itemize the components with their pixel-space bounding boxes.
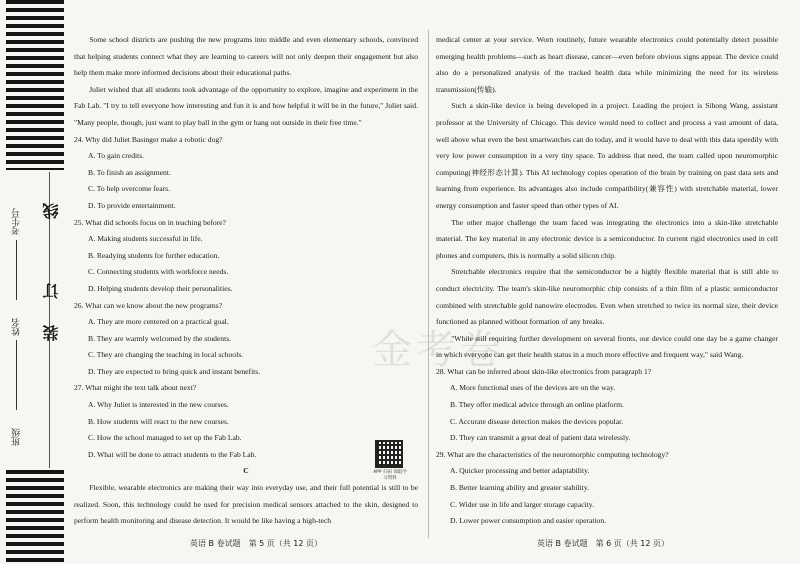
question-29: 29. What are the characteristics of the neuromorphic computing technology? [436,449,669,459]
option: C. How the school managed to set up the Fab Lab. [88,433,242,443]
binding-bars-bottom [6,470,64,564]
option: D. Helping students develop their personalities. [88,283,233,293]
binding-strip [0,0,70,564]
question-24: 24. Why did Juliet Basinger make a robotic dog? [74,134,223,144]
option: A. Quicker processing and better adaptability. [450,466,590,476]
class-label: 班级 [12,428,22,446]
option: A. They are more centered on a practical goal. [88,317,229,327]
option: D. To provide entertainment. [88,200,176,210]
passage-paragraph: Juliet wished that all students took advantage of the opportunity to explore, imagine and experiment in the Fab Lab. "I try to tell everyone how interesting and fun it is and how helpful it will be in the future," Juliet said. "Many people, though, just want to play ball in the gym or hang out outside in their free time." [74,84,418,127]
passage-paragraph: Some school districts are pushing the new programs into middle and even elementary schools, convinced that helping students connect what they are learning to careers will not only deepen their engagement but also help them make more informed decisions about their educational paths. [74,35,418,78]
question-25: 25. What did schools focus on in teaching before? [74,217,226,227]
option: A. More functional uses of the devices are on the way. [450,383,616,393]
option: D. They can transmit a great deal of patient data wirelessly. [450,433,631,443]
question-26: 26. What can we know about the new programs? [74,300,223,310]
qr-caption: APP 扫码 领取学习资料 [373,470,407,481]
page-footer-right: 英语 B 卷试题 第 6 页（共 12 页） [537,539,670,548]
exam-number-label: 考生号 [12,208,22,235]
column-divider [428,30,429,538]
seal-char-bind: 装 [42,325,61,341]
option: A. To gain credits. [88,151,145,161]
option: D. Lower power consumption and easier operation. [450,516,607,526]
section-heading: C [243,466,249,476]
left-column [74,32,418,530]
passage-paragraph: medical center at your service. Worn routinely, future wearable electronics could potentially detect possible emerging health problems—such as heart disease, cancer—even before obvious signs appear. The device could also do a personalized analysis of the tracked health data while minimizing the need for its wireless transmission(传输). [436,35,778,94]
option: D. They are expected to bring quick and instant benefits. [88,366,261,376]
option: A. Why Juliet is interested in the new courses. [88,400,229,410]
option: B. How students will react to the new courses. [88,416,229,426]
option: B. They offer medical advice through an online platform. [450,400,624,410]
option: B. To finish an assignment. [88,167,171,177]
option: C. They are changing the teaching in local schools. [88,350,244,360]
question-28: 28. What can be inferred about skin-like electronics from paragraph 1? [436,366,652,376]
passage-paragraph: The other major challenge the team faced was integrating the electronics into a skin-like stretchable material. The key material in any electronic device is a semiconductor. In current rigid electronics used in cell phones and computers, this is normally a solid silicon chip. [436,217,778,260]
exam-number-blank [16,240,17,300]
passage-paragraph: "While still requiring further development on several fronts, our device could one day be a game changer in which everyone can get their health status in a much more effective and frequent way," said Wang. [436,333,778,360]
option: B. Readying students for further education. [88,250,220,260]
option: C. Accurate disease detection makes the devices popular. [450,416,624,426]
question-27: 27. What might the text talk about next? [74,383,197,393]
passage-paragraph: Flexible, wearable electronics are making their way into everyday use, and their full potential is still to be realized. Soon, this technology could be used for precision medical sensors attached to the skin, designed to perform health monitoring and disease detection. It would be like having a high-tech [74,483,418,526]
binding-bars-top [6,0,64,170]
passage-paragraph: Stretchable electronics require that the semiconductor be a highly flexible material that is still able to conduct electricity. The team's skin-like neuromorphic chip consists of a thin film of a plastic semiconductor combined with stretchable gold nanowire electrodes. Even when stretched to twice its normal size, their device functioned as planned without formation of any breaks. [436,267,778,327]
seal-char-order: 订 [42,283,61,299]
passage-paragraph: Such a skin-like device is being developed in a project. Leading the project is Sihong Wang, assistant professor at the University of Chicago. This device would need to collect and process a vast amount of data, well above what even the best smartwatches can do today, and it would have to deal with this data speedily with very low power consumption in a very tiny space. To address that need, the team called upon neuromorphic computing(神经形态计算). This AI technology copies operation of the brain by training on past data sets and learning from experience. Its advantages also include compatibility(兼容性) with stretchable material, lower energy consumption and faster speed than other types of AI. [436,101,778,210]
option: C. Connecting students with workforce needs. [88,267,229,277]
right-column [436,32,778,530]
page-footer-left: 英语 B 卷试题 第 5 页（共 12 页） [190,539,323,548]
name-blank [16,340,17,410]
option: C. To help overcome fears. [88,184,170,194]
option: B. Better learning ability and greater stability. [450,483,590,493]
seal-char-line: 线 [42,203,61,219]
qr-code[interactable] [375,440,403,468]
option: C. Wider use in life and larger storage capacity. [450,499,594,509]
name-label: 姓名 [12,318,22,336]
option: D. What will be done to attract students to the Fab Lab. [88,449,257,459]
watermark: 金考卷 [372,327,504,373]
option: A. Making students successful in life. [88,234,203,244]
option: B. They are warmly welcomed by the students. [88,333,232,343]
